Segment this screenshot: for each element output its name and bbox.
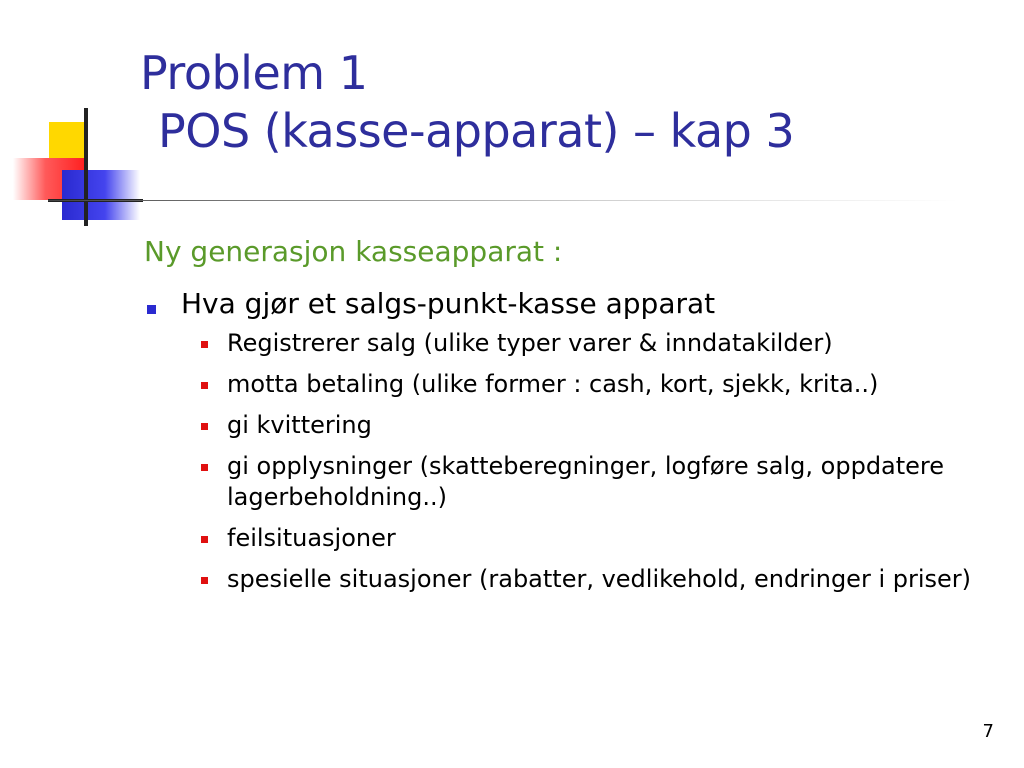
sub-bullet-item (194, 369, 994, 400)
square-bullet-icon (201, 382, 208, 389)
sub-bullet-item (194, 564, 994, 595)
decorative-logo (0, 0, 150, 240)
sub-bullet-text: feilsituasjoner (227, 524, 396, 552)
sub-bullet-item (194, 523, 994, 554)
sub-bullet-text: spesielle situasjoner (rabatter, vedlikehold, endringer i priser) (227, 565, 972, 593)
sub-bullet-list (194, 328, 994, 595)
slide-title (140, 44, 794, 160)
sub-bullet-item (194, 410, 994, 441)
yellow-square (49, 122, 87, 162)
square-bullet-icon (201, 577, 208, 584)
blue-square (62, 170, 140, 220)
title-line-1: Problem 1 (140, 46, 368, 100)
bullet-text: Hva gjør et salgs-punkt-kasse apparat (181, 287, 716, 320)
vertical-rule (84, 108, 88, 226)
square-bullet-icon (201, 536, 208, 543)
title-underline (48, 200, 958, 201)
sub-bullet-text: Registrerer salg (ulike typer varer & inndatakilder) (227, 329, 833, 357)
square-bullet-icon (147, 305, 156, 314)
sub-bullet-text: gi opplysninger (skatteberegninger, logføre salg, oppdatere lagerbeholdning..) (227, 452, 945, 511)
sub-bullet-text: gi kvittering (227, 411, 372, 439)
square-bullet-icon (201, 464, 208, 471)
square-bullet-icon (201, 341, 208, 348)
page-number: 7 (982, 721, 994, 742)
sub-bullet-item (194, 451, 994, 513)
slide-subtitle: Ny generasjon kasseapparat : (144, 235, 563, 268)
sub-bullet-item (194, 328, 994, 359)
bullet-item (144, 284, 1004, 595)
bullet-list (144, 284, 1004, 605)
square-bullet-icon (201, 423, 208, 430)
title-line-2: POS (kasse-apparat) – kap 3 (158, 104, 795, 158)
sub-bullet-text: motta betaling (ulike former : cash, kort, sjekk, krita..) (227, 370, 879, 398)
